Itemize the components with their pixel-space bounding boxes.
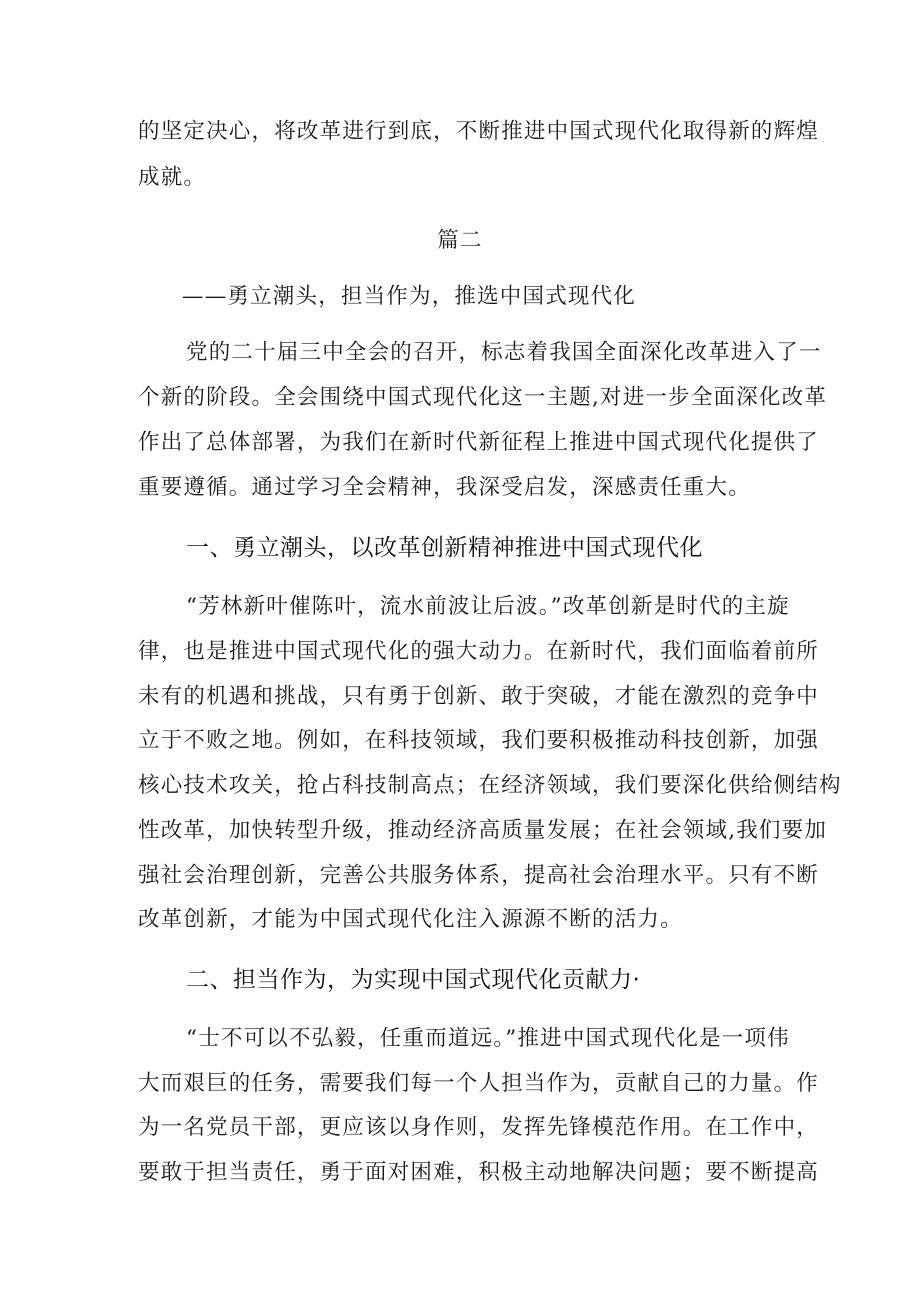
body-line: 作出了总体部署，为我们在新时代新征程上推进中国式现代化提供了 [138,430,820,455]
body-line: 性改革，加快转型升级，推动经济高质量发展；在社会领域,我们要加 [138,818,828,843]
body-line: 核心技术攻关，抢占科技制高点；在经济领域，我们要深化供给侧结构 [138,773,842,798]
body-line: “芳林新叶催陈叶，流水前波让后波。”改革创新是时代的主旋 [186,594,790,619]
section-heading: 二、担当作为，为实现中国式现代化贡献力· [186,967,641,993]
section-title: 篇二 [437,228,483,253]
section-heading: 一、勇立潮头，以改革创新精神推进中国式现代化 [186,535,703,561]
body-line: 个新的阶段。全会围绕中国式现代化这一主题,对进一步全面深化改革 [138,385,828,410]
body-line: 成就。 [138,165,207,190]
body-line: “士不可以不弘毅，任重而道远。”推进中国式现代化是一项伟 [186,1026,790,1051]
body-line: 未有的机遇和挑战，只有勇于创新、敢于突破，才能在激烈的竞争中 [138,684,820,709]
body-line: 的坚定决心，将改革进行到底，不断推进中国式现代化取得新的辉煌 [138,119,820,144]
body-line: 要敢于担当责任，勇于面对困难，积极主动地解决问题；要不断提高 [138,1160,820,1185]
body-line: 重要遵循。通过学习全会精神，我深受启发，深感责任重大。 [138,475,751,500]
body-line: 律，也是推进中国式现代化的强大动力。在新时代，我们面临着前所 [138,639,820,664]
body-line: 为一名党员干部，更应该以身作则，发挥先锋模范作用。在工作中， [138,1115,820,1140]
body-line: 改革创新，才能为中国式现代化注入源源不断的活力。 [138,907,683,932]
body-line: 党的二十届三中全会的召开，标志着我国全面深化改革进入了一 [186,340,822,365]
body-line: 强社会治理创新，完善公共服务体系，提高社会治理水平。只有不断 [138,863,820,888]
body-line: 立于不败之地。例如，在科技领域，我们要积极推动科技创新，加强 [138,728,820,753]
subtitle: ——勇立潮头，担当作为，推选中国式现代化 [182,284,637,309]
body-line: 大而艰巨的任务，需要我们每一个人担当作为，贡献自己的力量。作 [138,1071,820,1096]
